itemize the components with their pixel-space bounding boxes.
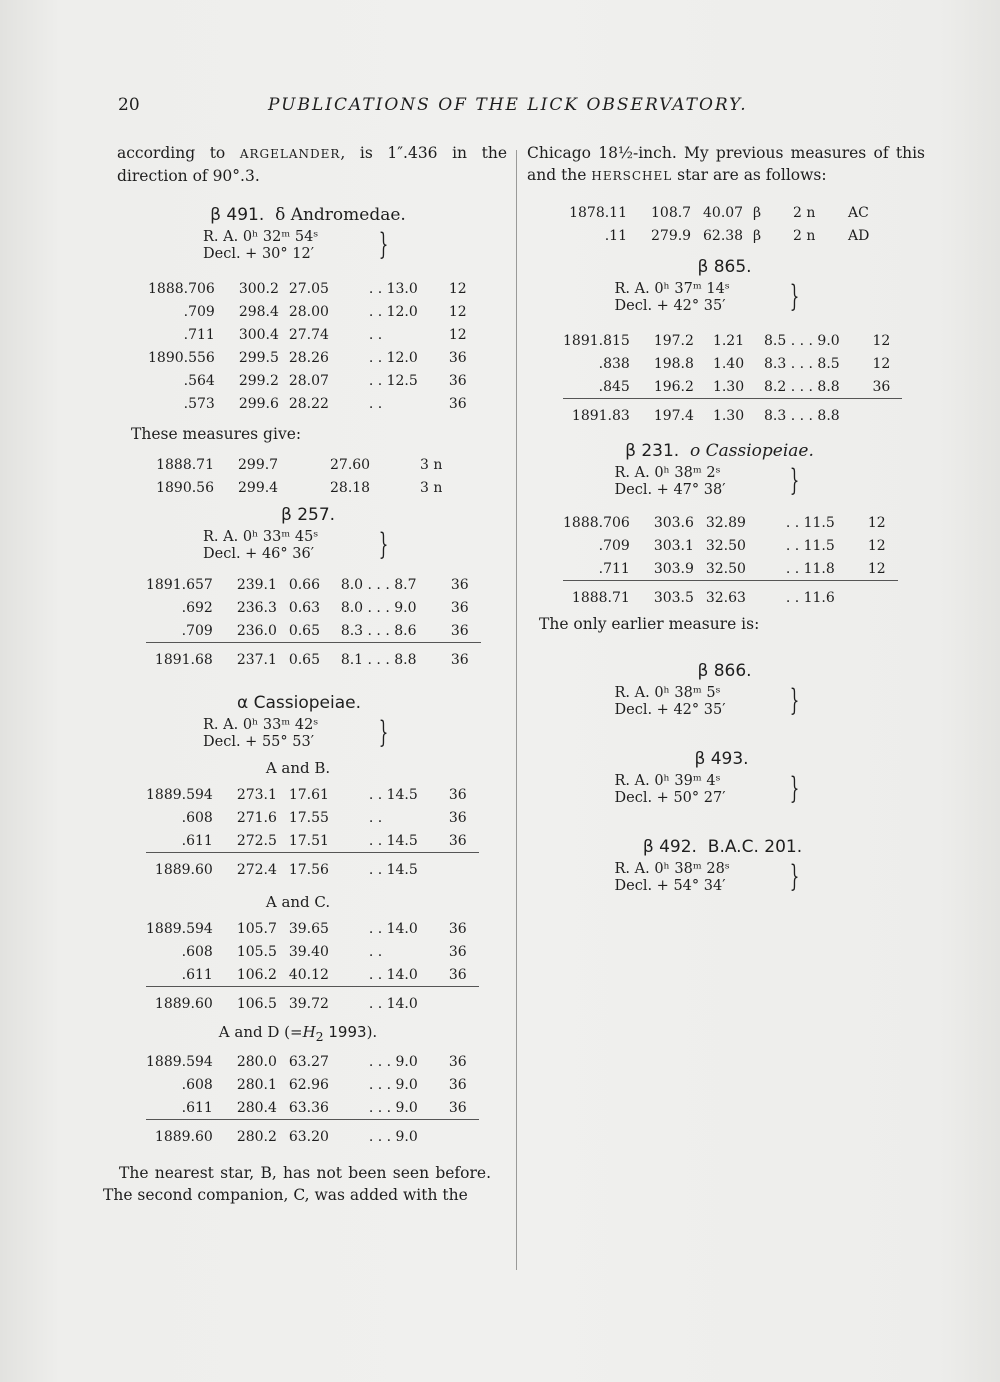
table-cell: .711 xyxy=(183,326,215,343)
table-row xyxy=(146,806,479,829)
running-title: PUBLICATIONS OF THE LICK OBSERVATORY. xyxy=(268,95,748,115)
table-cell: 36 xyxy=(448,832,467,849)
summary-row xyxy=(146,1120,479,1149)
brace: } xyxy=(378,227,389,262)
table-row xyxy=(146,1096,479,1120)
right-ascension: R. A. 0ʰ 38ᵐ 28ˢ xyxy=(614,861,730,877)
table-cell: 27.60 xyxy=(330,456,371,473)
right-ascension: R. A. 0ʰ 33ᵐ 45ˢ xyxy=(203,529,319,545)
table-cell: 32.50 xyxy=(705,537,746,554)
table-cell: 36 xyxy=(448,920,467,937)
table-cell: . . xyxy=(368,326,383,343)
table-row xyxy=(146,783,479,806)
author-name: HERSCHEL xyxy=(591,169,673,183)
table-cell: AC xyxy=(848,204,869,221)
table-cell xyxy=(449,1120,479,1149)
table-row xyxy=(563,375,902,399)
star-entry-b865 xyxy=(527,257,902,427)
table-cell: 36 xyxy=(448,1076,467,1093)
measures-table xyxy=(563,329,902,427)
entry-heading: β 231. o Cassiopeiae. xyxy=(625,441,814,461)
declination: Decl. + 55° 53′ xyxy=(203,734,314,750)
table-row xyxy=(148,392,479,415)
table-cell: 272.5 xyxy=(236,832,277,849)
table-cell: . . 11.5 xyxy=(785,514,835,531)
declination: Decl. + 47° 38′ xyxy=(614,482,726,498)
table-cell: 8.3 . . . 8.5 xyxy=(764,355,840,372)
table-cell: 39.40 xyxy=(288,943,329,960)
table-cell: 280.1 xyxy=(236,1076,277,1093)
table-cell: 63.27 xyxy=(288,1053,329,1070)
table-cell: 63.20 xyxy=(289,1120,369,1149)
table-cell: 36 xyxy=(448,1099,467,1116)
summary-row xyxy=(146,853,479,882)
page-header xyxy=(118,95,818,125)
table-cell: 300.4 xyxy=(238,326,279,343)
table-cell: 280.2 xyxy=(237,1120,289,1149)
table-cell: 36 xyxy=(872,378,891,395)
right-ascension: R. A. 0ʰ 38ᵐ 2ˢ xyxy=(614,465,721,481)
table-cell: 28.18 xyxy=(330,479,371,496)
table-cell: . . 14.5 xyxy=(368,786,418,803)
table-cell: 12 xyxy=(448,303,467,320)
table-cell: 0.65 xyxy=(289,643,341,672)
table-cell: . . 14.0 xyxy=(368,920,418,937)
table-cell: . . 14.0 xyxy=(368,966,418,983)
table-row xyxy=(563,511,898,534)
table-cell: 36 xyxy=(448,966,467,983)
table-cell: 32.89 xyxy=(705,514,746,531)
table-cell: 236.0 xyxy=(236,622,277,639)
table-cell: 1.40 xyxy=(712,355,745,372)
author-name: ARGELANDER xyxy=(239,147,341,161)
table-cell: 1891.68 xyxy=(146,643,237,672)
table-row xyxy=(148,453,460,476)
table-cell: 272.4 xyxy=(237,853,289,882)
table-cell: 28.07 xyxy=(288,372,329,389)
table-cell: 17.61 xyxy=(288,786,329,803)
right-column xyxy=(527,142,925,907)
coordinates xyxy=(615,685,815,719)
table-row xyxy=(563,352,902,375)
table-cell: .608 xyxy=(181,1076,213,1093)
table-cell: 28.26 xyxy=(288,349,329,366)
table-cell: . . 12.0 xyxy=(368,303,418,320)
entry-heading: β 865. xyxy=(697,257,752,277)
table-cell: 36 xyxy=(448,372,467,389)
table-cell: . . . 9.0 xyxy=(368,1099,418,1116)
brace: } xyxy=(790,683,800,718)
table-row xyxy=(146,940,479,963)
coordinates xyxy=(615,465,815,499)
table-cell xyxy=(868,581,898,610)
table-cell: . . 12.5 xyxy=(368,372,418,389)
table-row xyxy=(148,300,479,323)
table-cell: . . . 9.0 xyxy=(368,1076,418,1093)
intro-paragraph: according to ARGELANDER, is 1″.436 in the direction of 90°.3. xyxy=(117,144,507,185)
entry-heading: β 257. xyxy=(280,505,336,525)
table-cell: 8.0 . . . 9.0 xyxy=(340,599,417,616)
table-cell: 8.2 . . . 8.8 xyxy=(764,378,840,395)
table-cell: 12 xyxy=(872,355,891,372)
star-entry-b493 xyxy=(527,749,902,819)
declination: Decl. + 42° 35′ xyxy=(614,702,726,718)
table-row xyxy=(563,329,902,352)
pair-label-ab: A and B. xyxy=(265,759,331,777)
pair-label-ad: A and D ($=H_2$ 1993). xyxy=(218,1023,378,1044)
table-row xyxy=(148,476,460,499)
measures-table-ad xyxy=(146,1050,479,1148)
table-cell: 39.72 xyxy=(289,987,369,1016)
table-cell: 12 xyxy=(872,332,891,349)
table-cell: .711 xyxy=(598,560,630,577)
table-cell: 299.2 xyxy=(238,372,279,389)
table-cell: 1888.71 xyxy=(156,456,214,473)
table-cell: 1889.60 xyxy=(146,853,237,882)
table-cell: 1888.706 xyxy=(148,280,215,297)
table-cell: 0.66 xyxy=(288,576,320,593)
table-cell: 1889.60 xyxy=(146,1120,237,1149)
table-cell: 1891.815 xyxy=(563,332,630,349)
table-cell: 303.6 xyxy=(653,514,694,531)
table-cell: .564 xyxy=(183,372,215,389)
table-cell: 27.74 xyxy=(288,326,329,343)
table-cell: 40.12 xyxy=(288,966,329,983)
table-cell: 1891.657 xyxy=(146,576,213,593)
summary-row xyxy=(563,399,902,428)
table-cell: 17.55 xyxy=(288,809,329,826)
table-cell: .573 xyxy=(183,395,215,412)
table-cell: 28.22 xyxy=(288,395,329,412)
summary-table xyxy=(148,453,460,499)
table-cell: .608 xyxy=(181,809,213,826)
table-cell: 63.36 xyxy=(288,1099,329,1116)
star-entry-b231 xyxy=(527,441,902,647)
table-cell xyxy=(873,399,902,428)
table-cell: 105.5 xyxy=(236,943,277,960)
table-cell: 299.4 xyxy=(238,479,279,496)
table-cell: 62.38 xyxy=(703,227,744,244)
table-cell: 299.6 xyxy=(238,395,279,412)
coordinates xyxy=(615,861,815,895)
table-cell: 36 xyxy=(448,349,467,366)
table-cell: 1888.706 xyxy=(563,514,630,531)
table-cell: 105.7 xyxy=(236,920,277,937)
table-row xyxy=(146,596,481,619)
table-row xyxy=(146,1050,479,1073)
table-row xyxy=(563,534,898,557)
table-cell: .11 xyxy=(604,227,627,244)
table-cell: .709 xyxy=(181,622,213,639)
table-cell: 299.5 xyxy=(238,349,279,366)
table-cell: 1878.11 xyxy=(569,204,627,221)
table-cell: 36 xyxy=(450,622,469,639)
summary-row xyxy=(146,987,479,1016)
table-cell: .608 xyxy=(181,943,213,960)
coordinates xyxy=(615,773,815,807)
star-entry-b866 xyxy=(527,661,902,731)
table-cell: 17.56 xyxy=(289,853,369,882)
table-cell: . . . 9.0 xyxy=(368,1053,418,1070)
table-row xyxy=(148,277,479,300)
measures-table-ac xyxy=(146,917,479,1015)
closing-paragraph: The nearest star, B, has not been seen before. The second companion, C, was added with the xyxy=(103,1164,491,1204)
coordinates xyxy=(203,529,403,563)
table-cell: .611 xyxy=(181,966,213,983)
table-cell: .709 xyxy=(183,303,215,320)
table-cell: 3 n xyxy=(420,479,443,496)
table-cell: 1889.594 xyxy=(146,1053,213,1070)
table-cell: .611 xyxy=(181,1099,213,1116)
table-row xyxy=(148,369,479,392)
table-cell: 36 xyxy=(448,786,467,803)
brace: } xyxy=(790,279,800,314)
star-entry-b257 xyxy=(103,505,503,671)
summary-intro: These measures give: xyxy=(131,425,302,443)
table-cell: 36 xyxy=(450,599,469,616)
declination: Decl. + 30° 12′ xyxy=(203,246,314,262)
declination: Decl. + 50° 27′ xyxy=(614,790,726,806)
declination: Decl. + 42° 35′ xyxy=(614,298,726,314)
table-cell: 32.50 xyxy=(705,560,746,577)
table-cell: 36 xyxy=(448,395,467,412)
table-cell: 237.1 xyxy=(237,643,289,672)
right-ascension: R. A. 0ʰ 38ᵐ 5ˢ xyxy=(614,685,721,701)
table-cell: . . 11.6 xyxy=(786,581,868,610)
table-cell: 36 xyxy=(450,576,469,593)
table-row xyxy=(565,224,878,247)
table-cell: 12 xyxy=(867,537,886,554)
table-cell: . . xyxy=(368,395,383,412)
table-cell: 0.65 xyxy=(288,622,320,639)
table-cell: 12 xyxy=(867,514,886,531)
table-cell: .838 xyxy=(598,355,630,372)
intro-paragraph-right: Chicago 18½-inch. My previous measures of this and the HERSCHEL star are as follows: xyxy=(527,144,925,184)
table-row xyxy=(563,557,898,581)
table-cell: 273.1 xyxy=(236,786,277,803)
table-row xyxy=(565,201,878,224)
summary-row xyxy=(563,581,898,610)
entry-heading: β 492. B.A.C. 201. xyxy=(642,837,803,857)
table-cell: . . 11.5 xyxy=(785,537,835,554)
right-ascension: R. A. 0ʰ 37ᵐ 14ˢ xyxy=(614,281,730,297)
table-cell: 12 xyxy=(448,280,467,297)
table-cell: 303.9 xyxy=(653,560,694,577)
table-cell: 36 xyxy=(451,643,481,672)
table-cell: .611 xyxy=(181,832,213,849)
table-cell: 1889.594 xyxy=(146,920,213,937)
table-cell: . . 14.0 xyxy=(369,987,449,1016)
declination: Decl. + 54° 34′ xyxy=(614,878,726,894)
table-cell: 17.51 xyxy=(288,832,329,849)
table-cell: 36 xyxy=(448,943,467,960)
table-cell: 1.30 xyxy=(713,399,764,428)
brace: } xyxy=(790,771,800,806)
table-cell: 298.4 xyxy=(238,303,279,320)
table-cell: 1889.594 xyxy=(146,786,213,803)
table-cell xyxy=(449,987,479,1016)
table-cell: 198.8 xyxy=(653,355,694,372)
measures-table xyxy=(563,511,898,609)
coordinates xyxy=(203,717,403,751)
table-cell: 12 xyxy=(867,560,886,577)
table-cell: 8.5 . . . 9.0 xyxy=(764,332,840,349)
table-cell: . . 14.5 xyxy=(368,832,418,849)
table-cell: 299.7 xyxy=(238,456,279,473)
coordinates xyxy=(203,229,403,263)
table-cell: . . 12.0 xyxy=(368,349,418,366)
table-cell: 0.63 xyxy=(288,599,320,616)
table-cell: 2 n xyxy=(793,227,816,244)
table-cell: 32.63 xyxy=(706,581,786,610)
table-cell: 1890.556 xyxy=(148,349,215,366)
table-cell: 8.0 . . . 8.7 xyxy=(340,576,417,593)
table-cell: .709 xyxy=(598,537,630,554)
table-cell: 1890.56 xyxy=(156,479,214,496)
star-entry-b491 xyxy=(103,205,503,499)
table-cell: . . . 9.0 xyxy=(369,1120,449,1149)
previous-measures-table xyxy=(565,201,878,247)
declination: Decl. + 46° 36′ xyxy=(203,546,314,562)
table-cell: 8.3 . . . 8.8 xyxy=(764,399,873,428)
page-number: 20 xyxy=(118,95,140,115)
table-cell: 62.96 xyxy=(288,1076,329,1093)
table-row xyxy=(146,917,479,940)
table-row xyxy=(148,346,479,369)
measures-table-ab xyxy=(146,783,479,881)
table-cell: 303.1 xyxy=(653,537,694,554)
table-cell: 40.07 xyxy=(703,204,744,221)
table-cell: 12 xyxy=(448,326,467,343)
table-cell: 1891.83 xyxy=(563,399,654,428)
brace: } xyxy=(790,859,800,894)
table-cell: . . 13.0 xyxy=(368,280,418,297)
table-cell: 236.3 xyxy=(236,599,277,616)
table-cell: 197.4 xyxy=(654,399,713,428)
brace: } xyxy=(378,527,389,562)
table-cell: β xyxy=(753,227,762,244)
brace: } xyxy=(378,715,389,750)
table-cell: 1888.71 xyxy=(563,581,654,610)
right-ascension: R. A. 0ʰ 39ᵐ 4ˢ xyxy=(614,773,721,789)
star-entry-b492 xyxy=(527,837,902,907)
entry-heading: β 866. xyxy=(697,661,752,681)
table-cell: .845 xyxy=(598,378,630,395)
column-divider xyxy=(516,150,517,1270)
table-cell: 196.2 xyxy=(653,378,694,395)
table-cell: 239.1 xyxy=(236,576,277,593)
table-cell: 1889.60 xyxy=(146,987,237,1016)
earlier-measure-intro: The only earlier measure is: xyxy=(539,615,760,633)
table-row xyxy=(148,323,479,346)
table-cell: 303.5 xyxy=(654,581,706,610)
table-cell: 3 n xyxy=(420,456,443,473)
brace: } xyxy=(790,463,800,498)
entry-heading: α Cassiopeiae. xyxy=(237,693,361,713)
measures-table xyxy=(148,277,479,415)
table-row xyxy=(146,573,481,596)
pair-label-ac: A and C. xyxy=(265,893,331,911)
table-cell: 280.4 xyxy=(236,1099,277,1116)
table-cell: 106.5 xyxy=(237,987,289,1016)
entry-heading: β 491. δ Andromedae. xyxy=(210,205,406,225)
table-cell: AD xyxy=(848,227,870,244)
table-cell: 39.65 xyxy=(288,920,329,937)
table-cell: .692 xyxy=(181,599,213,616)
table-cell xyxy=(449,853,479,882)
table-row xyxy=(146,963,479,987)
table-cell: 300.2 xyxy=(238,280,279,297)
right-ascension: R. A. 0ʰ 33ᵐ 42ˢ xyxy=(203,717,319,733)
table-cell: 106.2 xyxy=(236,966,277,983)
table-cell: 27.05 xyxy=(288,280,329,297)
table-row xyxy=(146,829,479,853)
table-cell: 36 xyxy=(448,809,467,826)
table-cell: 280.0 xyxy=(236,1053,277,1070)
table-row xyxy=(146,619,481,643)
table-cell: 1.30 xyxy=(712,378,745,395)
table-cell: . . xyxy=(368,943,383,960)
table-cell: 279.9 xyxy=(651,227,692,244)
measures-table xyxy=(146,573,481,671)
table-cell: . . xyxy=(368,809,383,826)
table-cell: 36 xyxy=(448,1053,467,1070)
coordinates xyxy=(615,281,815,315)
table-cell: 28.00 xyxy=(288,303,329,320)
table-cell: 197.2 xyxy=(653,332,694,349)
table-cell: 271.6 xyxy=(236,809,277,826)
table-row xyxy=(146,1073,479,1096)
left-column xyxy=(103,142,507,1206)
table-cell: 1.21 xyxy=(712,332,745,349)
table-cell: 8.1 . . . 8.8 xyxy=(341,643,451,672)
entry-heading: β 493. xyxy=(694,749,749,769)
summary-row xyxy=(146,643,481,672)
table-cell: 108.7 xyxy=(651,204,692,221)
table-cell: β xyxy=(753,204,762,221)
table-cell: . . 11.8 xyxy=(785,560,835,577)
right-ascension: R. A. 0ʰ 32ᵐ 54ˢ xyxy=(203,229,319,245)
table-cell: . . 14.5 xyxy=(369,853,449,882)
table-cell: 2 n xyxy=(793,204,816,221)
star-entry-alpha-cassiopeiae xyxy=(103,693,503,1148)
table-cell: 8.3 . . . 8.6 xyxy=(340,622,417,639)
